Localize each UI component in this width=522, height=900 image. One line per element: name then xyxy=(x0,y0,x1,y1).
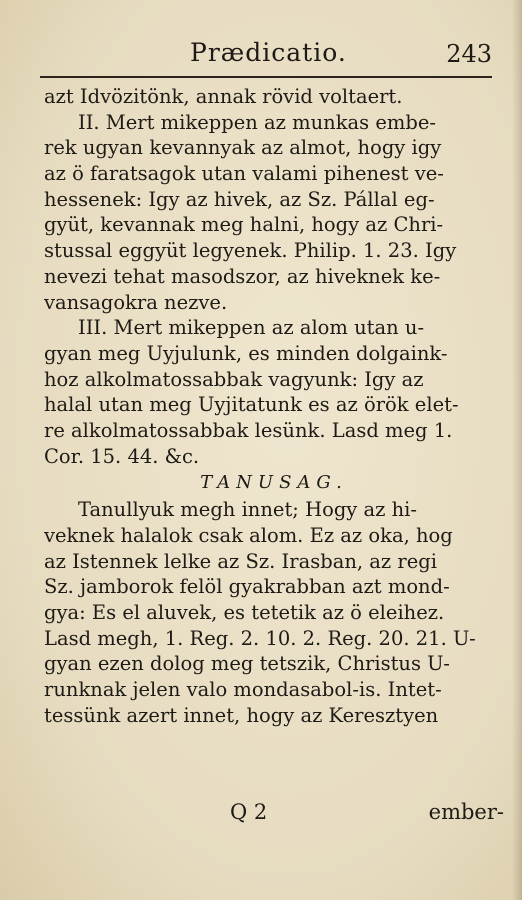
section-heading: TANUSAG. xyxy=(200,472,348,494)
page-header xyxy=(40,38,492,74)
page-number: 243 xyxy=(446,40,492,68)
text-line: gyan ezen dolog meg tetszik, Christus U- xyxy=(44,652,450,676)
running-title: Prædicatio. xyxy=(190,38,347,67)
signature-mark: Q 2 xyxy=(230,800,268,824)
body-text xyxy=(44,84,504,729)
text-line: nevezi tehat masodszor, az hiveknek ke- xyxy=(44,264,441,288)
text-line: Sz. jamborok felöl gyakrabban azt mond- xyxy=(44,575,450,599)
text-line: hessenek: Igy az hivek, az Sz. Pállal eg- xyxy=(44,187,435,211)
text-line: gyan meg Uyjulunk, es minden dolgaink- xyxy=(44,341,448,365)
text-line: re alkolmatossabbak lesünk. Lasd meg 1. xyxy=(44,418,453,442)
text-line: rek ugyan kevannyak az almot, hogy igy xyxy=(44,136,442,160)
text-line: az Istennek lelke az Sz. Irasban, az regi xyxy=(44,549,437,573)
text-line: Cor. 15. 44. &c. xyxy=(44,444,200,468)
text-line: Tanullyuk megh innet; Hogy az hi- xyxy=(78,498,417,522)
text-line: az ö faratsagok utan valami pihenest ve- xyxy=(44,162,444,186)
header-rule xyxy=(40,76,492,78)
text-line: hoz alkolmatossabbak vagyunk: Igy az xyxy=(44,367,424,391)
page-footer xyxy=(44,800,504,830)
text-line: vansagokra nezve. xyxy=(44,290,228,314)
text-line: III. Mert mikeppen az alom utan u- xyxy=(78,316,425,340)
text-line: halal utan meg Uyjitatunk es az örök elet- xyxy=(44,393,459,417)
text-line: tessünk azert innet, hogy az Keresztyen xyxy=(44,703,439,727)
catchword: ember- xyxy=(428,800,504,824)
text-line: veknek halalok csak alom. Ez az oka, hog xyxy=(44,524,453,547)
text-line: runknak jelen valo mondasabol-is. Intet- xyxy=(44,678,442,702)
text-line: azt Idvözitönk, annak rövid voltaert. xyxy=(44,85,403,108)
page-edge-shadow xyxy=(512,0,522,900)
text-line: gya: Es el aluvek, es tetetik az ö eleihez. xyxy=(44,601,445,625)
text-line: stussal eggyüt legyenek. Philip. 1. 23. Igy xyxy=(44,239,457,263)
text-line: gyüt, kevannak meg halni, hogy az Chri- xyxy=(44,213,444,237)
text-line: Lasd megh, 1. Reg. 2. 10. 2. Reg. 20. 21. U- xyxy=(44,626,476,650)
text-line: II. Mert mikeppen az munkas embe- xyxy=(78,110,437,134)
